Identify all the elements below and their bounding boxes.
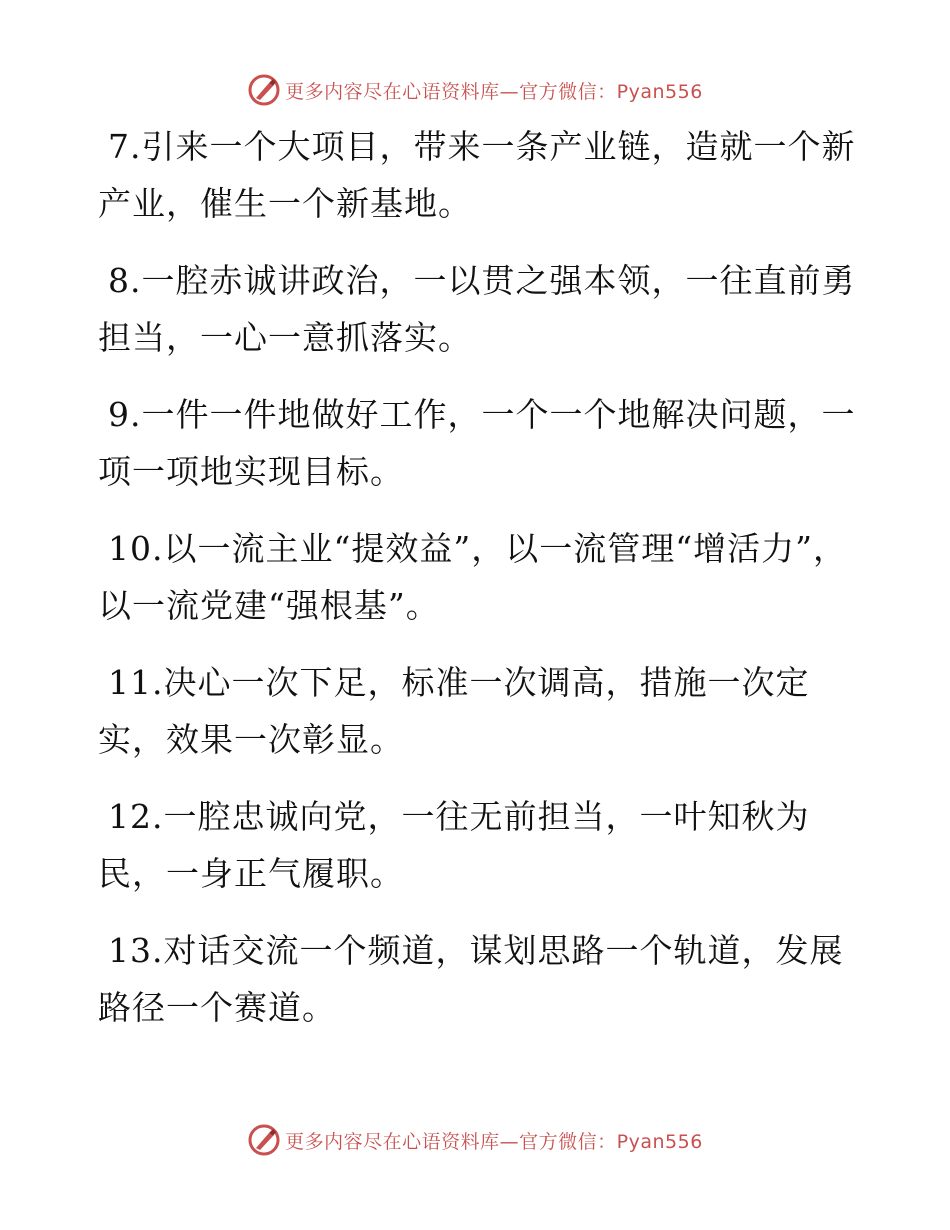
footer-watermark [0,1120,950,1160]
header-watermark [0,70,950,110]
list-item: 9.一件一件地做好工作，一个一个地解决问题，一项一项地实现目标。 [98,395,856,491]
watermark-text: 更多内容尽在心语资料库—官方微信：Pyan556 [285,1130,703,1153]
pen-logo-icon [247,73,281,107]
list-item: 12.一腔忠诚向党，一往无前担当，一叶知秋为民，一身正气履职。 [98,797,810,893]
list-item: 13.对话交流一个频道，谋划思路一个轨道，发展路径一个赛道。 [98,931,844,1027]
pen-logo-icon [247,1123,281,1157]
watermark-text: 更多内容尽在心语资料库—官方微信：Pyan556 [285,80,703,103]
list-item: 10.以一流主业“提效益”，以一流管理“增活力”，以一流党建“强根基”。 [98,529,847,625]
list-item: 11.决心一次下足，标准一次调高，措施一次定实，效果一次彰显。 [98,663,810,759]
list-item: 7.引来一个大项目，带来一条产业链，造就一个新产业，催生一个新基地。 [98,127,856,223]
document-body [98,118,858,1056]
list-item: 8.一腔赤诚讲政治，一以贯之强本领，一往直前勇担当，一心一意抓落实。 [98,261,856,357]
